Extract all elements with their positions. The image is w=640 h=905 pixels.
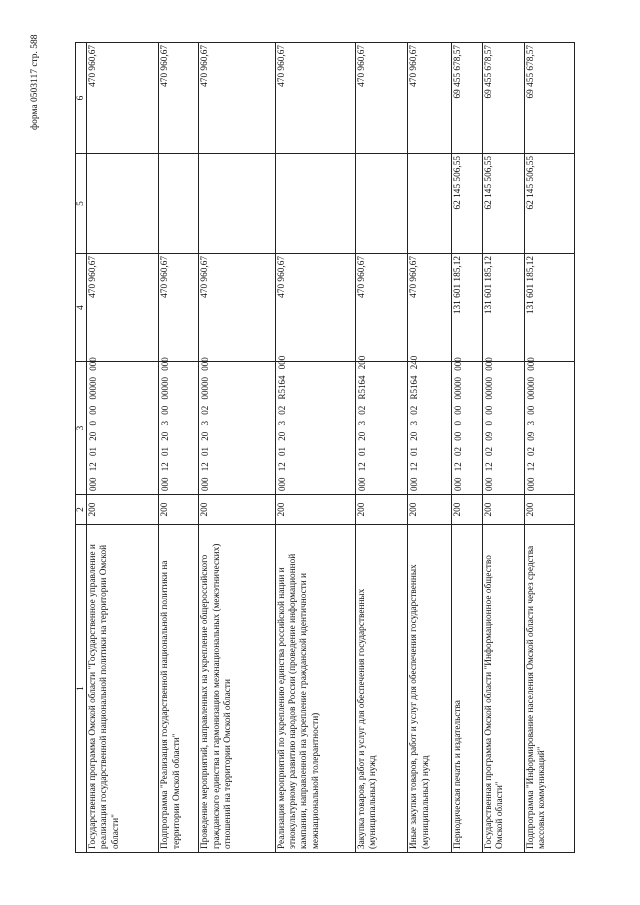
- row-code: 200: [482, 495, 524, 525]
- row-value-6: 470 960,67: [87, 43, 159, 154]
- row-value-6: 470 960,67: [159, 43, 199, 154]
- header-col-3: 3: [76, 362, 87, 495]
- row-value-4: 470 960,67: [87, 254, 159, 362]
- row-value-5: [87, 154, 159, 254]
- row-code: 200: [87, 495, 159, 525]
- row-name: Закупка товаров, работ и услуг для обеспечения государственных (муниципальных) нужд: [356, 525, 408, 853]
- row-value-5: 62 145 506,55: [452, 154, 482, 254]
- row-code: 200: [199, 495, 275, 525]
- table-row: [159, 43, 199, 853]
- row-name: Иные закупки товаров, работ и услуг для обеспечения государственных (муниципальных) нужд: [408, 525, 452, 853]
- table-row: [199, 43, 275, 853]
- table-row: [275, 43, 355, 853]
- table-row: [524, 43, 574, 853]
- row-value-4: 131 601 185,12: [524, 254, 574, 362]
- row-classification: 000 12 02 09 3 00 00000 000: [524, 362, 574, 495]
- row-value-5: [275, 154, 355, 254]
- row-value-6: 69 455 678,57: [482, 43, 524, 154]
- row-name: Государственная программа Омской области "Государственное управление и реализация государственной национальной политики на территории Омской области": [87, 525, 159, 853]
- report-table: [75, 42, 575, 853]
- report-table-frame: [75, 43, 575, 853]
- table-row: [356, 43, 408, 853]
- row-name: Государственная программа Омской области "Информационное общество Омской области": [482, 525, 524, 853]
- row-value-5: 62 145 506,55: [524, 154, 574, 254]
- row-classification: 000 12 02 00 0 00 00000 000: [452, 362, 482, 495]
- row-value-5: [159, 154, 199, 254]
- table-row: [87, 43, 159, 853]
- row-value-6: 470 960,67: [408, 43, 452, 154]
- row-value-5: 62 145 506,55: [482, 154, 524, 254]
- row-classification: 000 12 02 09 0 00 00000 000: [482, 362, 524, 495]
- row-value-4: 131 601 185,12: [452, 254, 482, 362]
- row-classification: 000 12 01 20 3 02 R5164 200: [356, 362, 408, 495]
- row-code: 200: [159, 495, 199, 525]
- row-value-6: 470 960,67: [275, 43, 355, 154]
- table-row: [482, 43, 524, 853]
- row-name: Реализация мероприятий по укреплению единства российской нации и этнокультурному развитию народов России (проведение информационной кампании, направленной на укрепление гражданской идентичности и межнациональной толерантности): [275, 525, 355, 853]
- header-col-5: 5: [76, 154, 87, 254]
- row-classification: 000 12 01 20 3 02 00000 000: [199, 362, 275, 495]
- header-row: [76, 43, 87, 853]
- row-code: 200: [452, 495, 482, 525]
- row-value-6: 470 960,67: [356, 43, 408, 154]
- table-row: [452, 43, 482, 853]
- table-row: [408, 43, 452, 853]
- row-value-4: 131 601 185,12: [482, 254, 524, 362]
- row-classification: 000 12 01 20 0 00 00000 000: [87, 362, 159, 495]
- row-value-4: 470 960,67: [275, 254, 355, 362]
- row-code: 200: [524, 495, 574, 525]
- header-col-1: 1: [76, 525, 87, 853]
- header-col-6: 6: [76, 43, 87, 154]
- row-code: 200: [408, 495, 452, 525]
- row-value-4: 470 960,67: [199, 254, 275, 362]
- row-value-4: 470 960,67: [408, 254, 452, 362]
- row-value-6: 470 960,67: [199, 43, 275, 154]
- row-name: Периодическая печать и издательства: [452, 525, 482, 853]
- row-value-6: 69 455 678,57: [524, 43, 574, 154]
- row-value-5: [199, 154, 275, 254]
- row-classification: 000 12 01 20 3 02 R5164 000: [275, 362, 355, 495]
- row-name: Подпрограмма "Реализация государственной национальной политики на территории Омской области": [159, 525, 199, 853]
- row-classification: 000 12 01 20 3 00 00000 000: [159, 362, 199, 495]
- row-name: Проведение мероприятий, направленных на укрепление общероссийского гражданского единства и гармонизацию межнациональных (межэтнических) отношений на территории Омской области: [199, 525, 275, 853]
- header-col-4: 4: [76, 254, 87, 362]
- row-code: 200: [356, 495, 408, 525]
- row-value-6: 69 455 678,57: [452, 43, 482, 154]
- row-value-4: 470 960,67: [356, 254, 408, 362]
- table-header: [76, 43, 87, 853]
- row-value-5: [356, 154, 408, 254]
- table-body: [87, 43, 575, 853]
- row-value-4: 470 960,67: [159, 254, 199, 362]
- form-label: форма 0503117 стр. 588: [30, 34, 40, 130]
- header-col-2: 2: [76, 495, 87, 525]
- row-code: 200: [275, 495, 355, 525]
- row-classification: 000 12 01 20 3 02 R5164 240: [408, 362, 452, 495]
- row-value-5: [408, 154, 452, 254]
- row-name: Подпрограмма "Информирование населения Омской области через средства массовых коммуникаций": [524, 525, 574, 853]
